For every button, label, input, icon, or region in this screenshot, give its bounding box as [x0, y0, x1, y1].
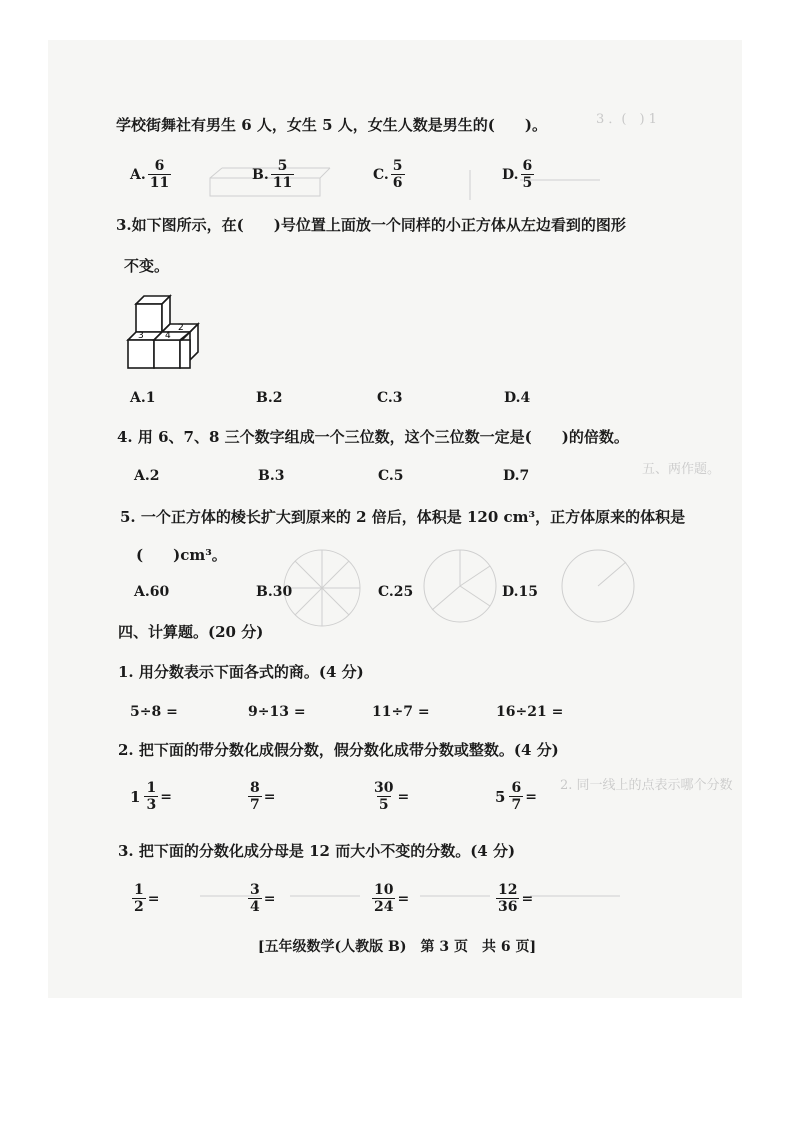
page-footer: [五年级数学(人教版 B) 第 3 页 共 6 页] — [257, 939, 537, 955]
q2-option-d[interactable] — [502, 158, 536, 191]
question-4: 4. 用 6、7、8 三个数字组成一个三位数，这个三位数一定是( )的倍数。 — [117, 428, 629, 446]
question-3-line2: 不变。 — [124, 257, 170, 275]
q5-option-c[interactable]: C.25 — [378, 584, 414, 600]
fraction: $\frac{6}{11}$ — [149, 158, 170, 191]
calc-item: 9÷13 = — [248, 704, 306, 720]
fraction-item: $\frac{3}{4}$ = — [250, 882, 276, 915]
option-letter: A. — [130, 166, 146, 183]
q4-option-b[interactable]: B.3 — [258, 468, 285, 484]
fraction: $\frac{6}{5}$ — [522, 158, 533, 191]
cube-label: 3 — [138, 331, 144, 341]
calc-question-3: 3. 把下面的分数化成分母是 12 而大小不变的分数。(4 分) — [118, 842, 516, 860]
q4-option-d[interactable]: D.7 — [503, 468, 530, 484]
question-2: 学校街舞社有男生 6 人，女生 5 人，女生人数是男生的( )。 — [116, 116, 547, 134]
fraction: $\frac{5}{11}$ — [272, 158, 293, 191]
q3-option-c[interactable]: C.3 — [377, 390, 403, 406]
fraction: $\frac{5}{6}$ — [392, 158, 403, 191]
q2-option-c[interactable] — [373, 158, 407, 191]
fraction-item: $\frac{10}{24}$ = — [374, 882, 410, 915]
q5-option-b[interactable]: B.30 — [256, 584, 293, 600]
q4-option-a[interactable]: A.2 — [134, 468, 160, 484]
fraction-item: $\frac{8}{7}$ = — [250, 780, 276, 813]
question-3-line1: 3.如下图所示，在( )号位置上面放一个同样的小正方体从左边看到的图形 — [116, 216, 626, 234]
section-heading: 四、计算题。(20 分) — [118, 623, 264, 641]
q5-option-a[interactable]: A.60 — [134, 584, 170, 600]
calc-question-2: 2. 把下面的带分数化成假分数，假分数化成带分数或整数。(4 分) — [118, 741, 559, 759]
q3-option-a[interactable]: A.1 — [130, 390, 156, 406]
cube-stack-figure — [124, 292, 214, 372]
fraction-item: $\frac{30}{5}$ = — [374, 780, 410, 813]
bleed-text: 五、两作题。 — [642, 462, 721, 477]
mixed-number-item: 1 $\frac{1}{3}$ = — [130, 780, 172, 813]
question-5: 5. 一个正方体的棱长扩大到原来的 2 倍后，体积是 120 cm³，正方体原来的体积是 — [120, 508, 686, 526]
calc-item: 5÷8 = — [130, 704, 178, 720]
cube-label: 4 — [165, 331, 171, 341]
q2-option-b[interactable] — [252, 158, 296, 191]
calc-item: 11÷7 = — [372, 704, 430, 720]
question-5-line2: ( )cm³。 — [136, 546, 227, 564]
q3-option-b[interactable]: B.2 — [256, 390, 283, 406]
calc-item: 16÷21 = — [496, 704, 564, 720]
option-letter: D. — [502, 166, 519, 183]
fraction-item: $\frac{12}{36}$ = — [498, 882, 534, 915]
q3-option-d[interactable]: D.4 — [504, 390, 531, 406]
mixed-number-item: 5 $\frac{6}{7}$ = — [495, 780, 537, 813]
fraction-item: $\frac{1}{2}$ = — [134, 882, 160, 915]
q2-option-a[interactable] — [130, 158, 173, 191]
bleed-text: 3 ．( ) 1 — [596, 112, 657, 127]
q4-option-c[interactable]: C.5 — [378, 468, 404, 484]
option-letter: B. — [252, 166, 269, 183]
calc-question-1: 1. 用分数表示下面各式的商。(4 分) — [118, 663, 364, 681]
bleed-text: 2. 同一线上的点表示哪个分数 — [560, 778, 733, 793]
q5-option-d[interactable]: D.15 — [502, 584, 538, 600]
option-letter: C. — [373, 166, 389, 183]
cube-label: 2 — [178, 323, 184, 333]
